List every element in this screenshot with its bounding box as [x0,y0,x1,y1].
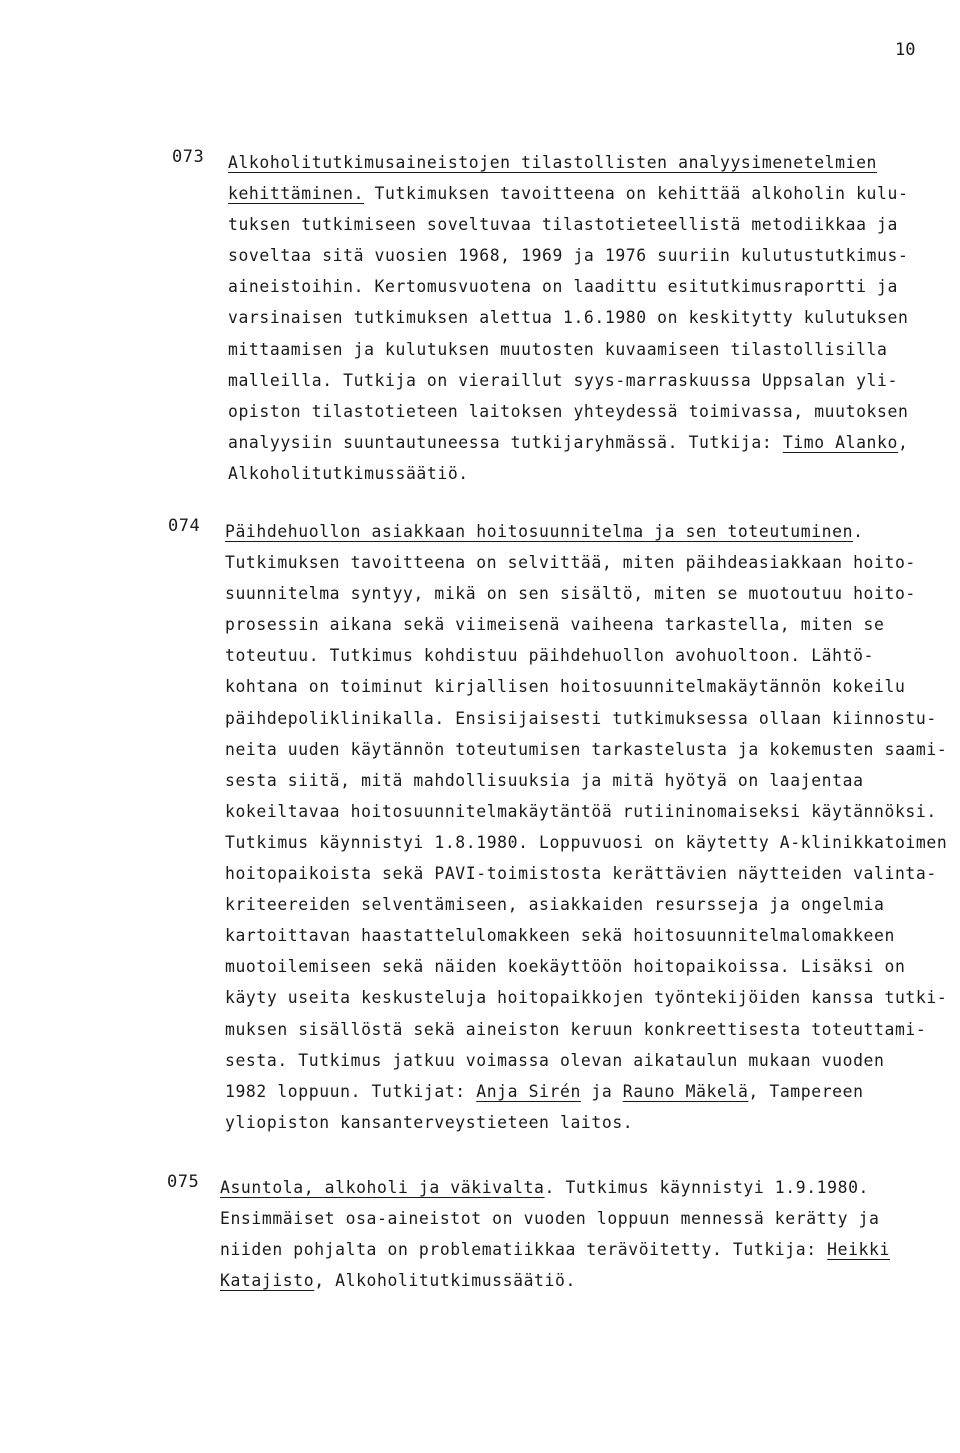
text-line [225,671,950,702]
text-segment: Ensimmäiset osa-aineistot on vuoden loppuun mennessä kerätty ja [220,1209,880,1229]
text-segment: kokeiltavaa hoitosuunnitelmakäytäntöä rutiininomaiseksi käytännöksi. [225,801,937,821]
text-segment: opiston tilastotieteen laitoksen yhteydessä toimivassa, muutoksen [228,401,909,421]
text-segment: 1982 loppuun. Tutkijat: [225,1081,477,1101]
text-line [225,734,950,765]
text-segment: mittaamisen ja kulutuksen muutosten kuvaamiseen tilastollisilla [228,339,888,359]
text-line [225,858,950,889]
underlined-text: Timo Alanko [782,432,898,452]
underlined-text: Päihdehuollon asiakkaan hoitosuunnitelma ja sen toteutuminen [225,522,854,541]
text-line [225,516,950,547]
text-segment: ja [580,1081,623,1101]
text-segment: päihdepoliklinikalla. Ensisijaisesti tutkimuksessa ollaan kiinnostu- [225,708,937,728]
text-line [225,796,950,827]
entry-body [228,147,953,489]
underlined-text: Rauno Mäkelä [622,1081,749,1101]
text-segment: Tutkimuksen tavoitteena on kehittää alkoholin kulu- [364,184,909,204]
text-line [225,1014,950,1045]
text-segment: malleilla. Tutkija on vieraillut syys-marraskuussa Uppsalan yli- [228,370,898,390]
text-line [228,209,953,240]
text-line [225,982,950,1013]
text-line [228,334,953,365]
text-line [225,703,950,734]
text-segment: varsinaisen tutkimuksen alettua 1.6.1980 on keskitytty kulutuksen [228,308,909,328]
text-line [228,271,953,302]
text-line [228,240,953,271]
text-line [225,1045,950,1076]
text-line [220,1265,945,1296]
text-segment: , Alkoholitutkimussäätiö. [314,1271,576,1291]
text-segment: . Tutkimus käynnistyi 1.9.1980. [544,1178,870,1197]
text-line [225,765,950,796]
underlined-text: Anja Sirén [476,1081,581,1101]
text-segment: kohtana on toiminut kirjallisen hoitosuunnitelmakäytännön kokeilu [225,677,906,697]
text-line [220,1234,945,1265]
text-line [228,427,953,458]
text-segment: . [853,522,864,541]
text-segment: suunnitelma syntyy, mikä on sen sisältö, miten se muotoutuu hoito- [225,584,916,604]
underlined-text: kehittäminen. [228,184,365,204]
text-segment: prosessin aikana sekä viimeisenä vaiheena tarkastella, miten se [225,615,885,635]
text-line [228,365,953,396]
text-segment: Tutkimuksen tavoitteena on selvittää, miten päihdeasiakkaan hoito- [225,553,916,573]
text-segment: muksen sisällöstä sekä aineiston keruun konkreettisesta toteuttami- [225,1019,927,1039]
text-segment: Tutkimus käynnistyi 1.8.1980. Loppuvuosi on käytetty A-klinikkatoimen [225,832,948,852]
text-line [225,547,950,578]
page-number: 10 [895,40,916,60]
text-segment: hoitopaikoista sekä PAVI-toimistosta kerättävien näytteiden valinta- [225,864,937,884]
text-line [228,302,953,333]
text-segment: käyty useita keskusteluja hoitopaikkojen työntekijöiden kanssa tutki- [225,988,948,1008]
text-segment: toteutuu. Tutkimus kohdistuu päihdehuollon avohuoltoon. Lähtö- [225,646,875,666]
text-segment: sesta. Tutkimus jatkuu voimassa olevan aikataulun mukaan vuoden [225,1050,885,1070]
underlined-text: Alkoholitutkimusaineistojen tilastollisten analyysimenetelmien [228,153,878,172]
text-line [225,1107,950,1138]
underlined-text: Katajisto [220,1271,315,1291]
text-line [225,951,950,982]
entry-body [220,1172,945,1296]
text-segment: kriteereiden selventämiseen, asiakkaiden resursseja ja ongelmia [225,895,885,915]
text-line [225,1076,950,1107]
entry-number: 074 [168,516,201,536]
text-line [225,578,950,609]
text-line [225,609,950,640]
text-line [220,1203,945,1234]
text-segment: analyysiin suuntautuneessa tutkijaryhmässä. Tutkija: [228,432,783,452]
text-segment: aineistoihin. Kertomusvuotena on laadittu esitutkimusraportti ja [228,277,898,297]
underlined-text: Asuntola, alkoholi ja väkivalta [220,1178,545,1197]
text-segment: neita uuden käytännön toteutumisen tarkastelusta ja kokemusten saami- [225,739,948,759]
text-segment: sesta siitä, mitä mahdollisuuksia ja mitä hyötyä on laajentaa [225,770,864,790]
text-segment: kartoittavan haastattelulomakkeen sekä hoitosuunnitelmalomakkeen [225,926,895,946]
text-line [225,640,950,671]
text-line [228,178,953,209]
text-line [228,458,953,489]
text-line [225,827,950,858]
text-line [228,147,953,178]
text-segment: yliopiston kansanterveystieteen laitos. [225,1112,634,1132]
text-line [228,396,953,427]
text-segment: , Tampereen [748,1081,864,1101]
text-segment: , [897,432,909,452]
text-line [225,889,950,920]
text-segment: Alkoholitutkimussäätiö. [228,463,469,483]
entry-body [225,516,950,1138]
entry-number: 073 [172,147,205,167]
underlined-text: Heikki [827,1240,890,1260]
text-segment: muotoilemiseen sekä näiden koekäyttöön hoitopaikoissa. Lisäksi on [225,957,906,977]
text-segment: tuksen tutkimiseen soveltuvaa tilastotieteellistä metodiikkaa ja [228,215,898,235]
entry-number: 075 [167,1172,200,1192]
text-line [220,1172,945,1203]
text-segment: soveltaa sitä vuosien 1968, 1969 ja 1976 suuriin kulutustutkimus- [228,246,909,266]
text-line [225,920,950,951]
text-segment: niiden pohjalta on problematiikkaa terävöitetty. Tutkija: [220,1240,828,1260]
